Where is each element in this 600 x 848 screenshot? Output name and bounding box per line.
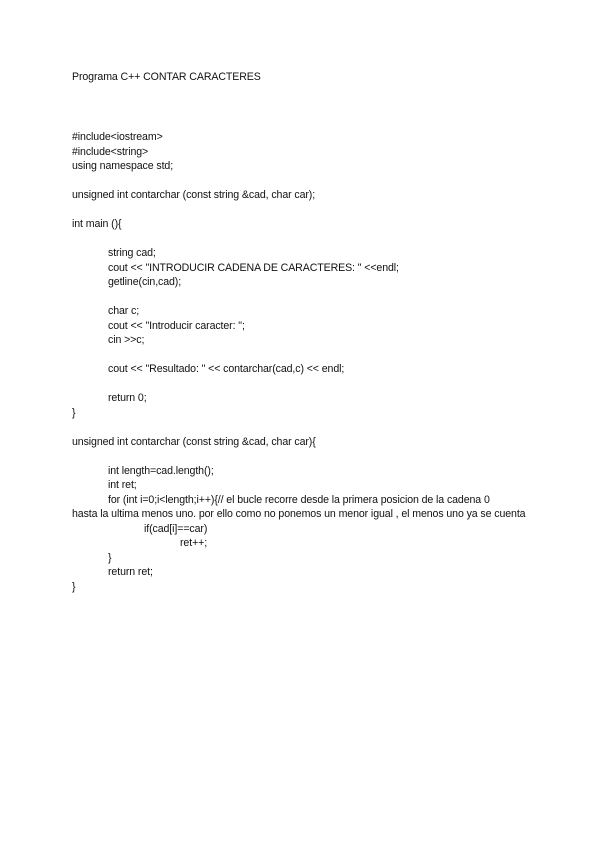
blank-line — [72, 203, 532, 218]
code-line: #include<iostream> — [72, 131, 163, 143]
blank-line — [72, 232, 532, 247]
code-line: cin >>c; — [108, 334, 145, 346]
code-line: for (int i=0;i<length;i++){// el bucle recorre desde la primera posicion de la cadena 0 — [108, 493, 490, 506]
code-line: } — [108, 551, 112, 564]
code-line: unsigned int contarchar (const string &cad, char car); — [72, 189, 316, 201]
code-line: hasta la ultima menos uno. por ello como no ponemos un menor igual , el menos uno ya se cuenta — [72, 508, 526, 520]
code-line: int ret; — [108, 479, 137, 491]
code-line: getline(cin,cad); — [108, 276, 182, 288]
code-line: using namespace std; — [72, 160, 174, 172]
code-line: if(cad[i]==car) — [144, 522, 208, 535]
blank-line — [72, 348, 532, 363]
code-line: } — [72, 406, 76, 419]
code-line: return 0; — [108, 392, 147, 404]
code-line: } — [72, 580, 76, 593]
code-line: int length=cad.length(); — [108, 464, 214, 477]
blank-line — [72, 377, 532, 392]
code-line: unsigned int contarchar (const string &cad, char car){ — [72, 435, 316, 448]
blank-line — [72, 290, 532, 305]
code-line: cout << "Introducir caracter: "; — [108, 319, 245, 332]
code-line: cout << "Resultado: " << contarchar(cad,c) << endl; — [108, 363, 345, 375]
code-line: #include<string> — [72, 145, 149, 158]
code-line: string cad; — [108, 247, 156, 259]
blank-line — [72, 420, 532, 435]
code-block — [72, 130, 532, 594]
code-line: cout << "INTRODUCIR CADENA DE CARACTERES: " <<endl; — [108, 261, 399, 274]
code-line: return ret; — [108, 566, 153, 578]
code-line: ret++; — [180, 537, 208, 549]
code-line: int main (){ — [72, 218, 122, 230]
blank-line — [72, 449, 532, 464]
code-line: char c; — [108, 305, 140, 317]
document-title: Programa C++ CONTAR CARACTERES — [72, 71, 261, 83]
blank-line — [72, 174, 532, 189]
